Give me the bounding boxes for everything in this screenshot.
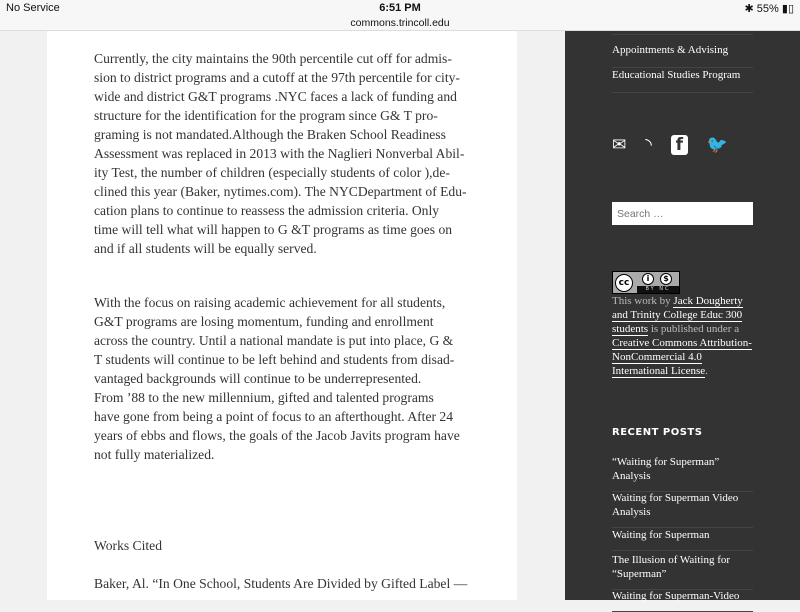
works-cited-heading: Works Cited (94, 538, 163, 553)
sidebar-link-educational-studies[interactable]: Educational Studies Program (612, 68, 753, 93)
sidebar (565, 31, 800, 600)
text-line: G&T programs are losing momentum, funding and enrollment (94, 314, 434, 329)
clock: 6:51 PM (379, 2, 421, 14)
battery-indicator (745, 2, 794, 15)
text-line: wide and district G&T programs .NYC faces a lack of funding and (94, 89, 457, 104)
recent-post[interactable]: The Illusion of Waiting for “Superman” (612, 553, 753, 590)
text-line: time will tell what will happen to G &T programs as time goes on (94, 222, 453, 237)
social-links (612, 135, 728, 155)
article-paragraph-1 (94, 49, 467, 258)
text-line: sion to district programs and a cutoff at the 97th percentile for city- (94, 70, 460, 85)
license-pre: This work by (612, 295, 674, 307)
text-line: not fully materialized. (94, 447, 215, 462)
twitter-icon[interactable]: 🐦 (706, 135, 729, 155)
text-line: graming is not mandated.Although the Braken School Readiness (94, 127, 446, 142)
recent-post[interactable]: Waiting for Superman Video Analysis (612, 491, 753, 528)
text-line: Currently, the city maintains the 90th percentile cut off for admis- (94, 51, 452, 66)
text-line: cation plans to continue to reassess the admission criteria. Only (94, 203, 440, 218)
text-line: ity Test, the number of children (especially students of color ),de- (94, 165, 450, 180)
text-line: years of ebbs and flows, the goals of the Jacob Javits program have (94, 428, 460, 443)
license-mid: is published under a (648, 323, 740, 335)
recent-post[interactable]: Waiting for Superman-Video (612, 589, 753, 612)
author-link[interactable]: Jack Dougherty and Trinity College Educ 300 students (612, 295, 743, 335)
text-line: and if all students will be equally served. (94, 241, 317, 256)
facebook-icon[interactable]: f (671, 135, 688, 155)
sidebar-link-appointments[interactable]: Appointments & Advising (612, 43, 753, 68)
search-input[interactable] (612, 202, 753, 225)
text-line: across the country. Until a national mandate is put into place, G & (94, 333, 454, 348)
text-line: From ’88 to the new millennium, gifted and talented programs (94, 390, 434, 405)
text-line: have gone from being a point of focus to an afterthought. After 24 (94, 409, 453, 424)
url-bar[interactable]: commons.trincoll.edu (350, 17, 450, 29)
carrier-label: No Service (6, 2, 60, 14)
text-line: vantaged backgrounds will continue to be underrepresented. (94, 371, 422, 386)
recent-post[interactable]: Waiting for Superman (612, 528, 753, 551)
text-line: Assessment was replaced in 2013 with the Naglieri Nonverbal Abil- (94, 146, 465, 161)
mail-icon[interactable]: ✉ (612, 135, 627, 155)
license-text (612, 294, 757, 378)
text-line: structure for the identification for the program since G& T pro- (94, 108, 438, 123)
license-link[interactable]: Creative Commons Attribution-NonCommercial 4.0 International License (612, 337, 752, 377)
cc-icon: cc (615, 274, 633, 292)
recent-post[interactable]: “Waiting for Superman” Analysis (612, 455, 753, 492)
text-line: With the focus on raising academic achievement for all students, (94, 295, 446, 310)
cc-license-badge[interactable] (612, 271, 680, 294)
text-line: T students will continue to be left behind and students from disad- (94, 352, 455, 367)
text-line: clined this year (Baker, nytimes.com). The NYCDepartment of Edu- (94, 184, 467, 199)
cc-badge-label: BY NC (637, 286, 679, 293)
article-paragraph-2 (94, 293, 460, 464)
battery-icon: ▮▯ (781, 3, 794, 15)
nc-icon: $ (660, 273, 672, 285)
bluetooth-icon: ✱ (744, 3, 757, 15)
citation: Baker, Al. “In One School, Students Are Divided by Gifted Label — (94, 576, 468, 591)
battery-percent: 55% (756, 3, 779, 15)
by-icon: i (642, 273, 654, 285)
recent-posts-heading: RECENT POSTS (612, 427, 703, 438)
license-post: . (705, 365, 708, 377)
sidebar-link-partial[interactable] (612, 21, 753, 35)
rss-icon[interactable]: ◝ (645, 135, 652, 155)
